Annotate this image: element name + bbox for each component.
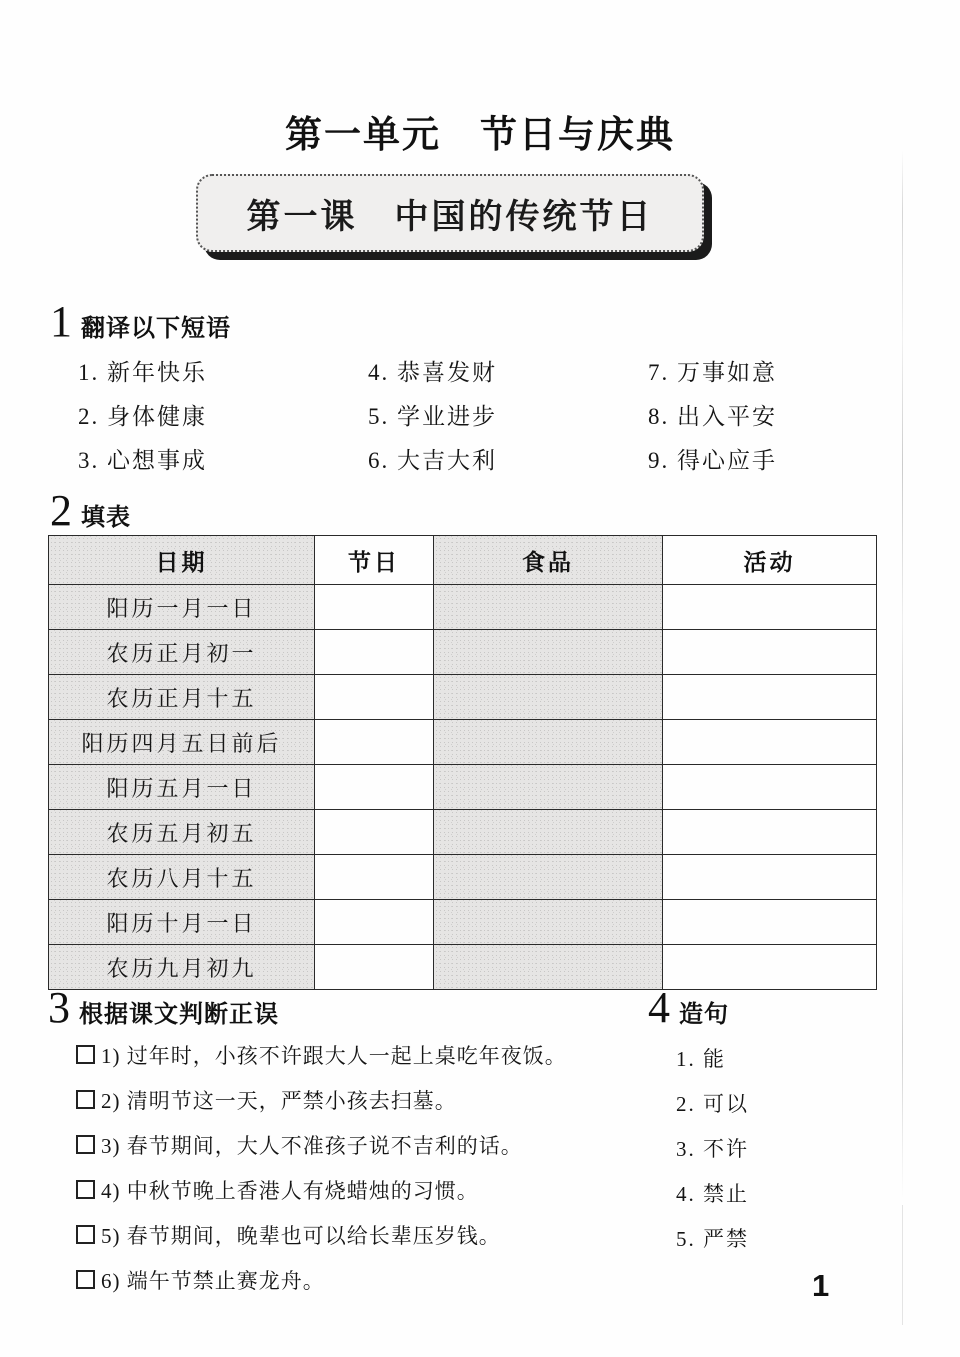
phrase-item: 8. 出入平安	[648, 403, 777, 429]
table-row	[49, 810, 877, 855]
table-cell-festival[interactable]	[315, 765, 434, 810]
section-4-label: 造句	[679, 1001, 729, 1028]
section-3-heading	[48, 983, 279, 1032]
statement-text: 2) 清明节这一天，严禁小孩去扫墓。	[101, 1089, 457, 1113]
table-cell-festival[interactable]	[315, 945, 434, 990]
section-1-label: 翻译以下短语	[81, 315, 231, 342]
lesson-title-box	[196, 174, 704, 252]
table-cell-festival[interactable]	[315, 810, 434, 855]
table-cell-food[interactable]	[434, 720, 663, 765]
table-cell-food[interactable]	[434, 630, 663, 675]
table-cell-activity[interactable]	[663, 585, 877, 630]
statement-text: 1) 过年时，小孩不许跟大人一起上桌吃年夜饭。	[101, 1044, 567, 1068]
table-cell-date: 农历五月初五	[49, 810, 315, 855]
table-cell-date: 农历八月十五	[49, 855, 315, 900]
table-row	[49, 585, 877, 630]
table-cell-activity[interactable]	[663, 675, 877, 720]
section-2-label: 填表	[81, 504, 131, 531]
table-cell-activity[interactable]	[663, 855, 877, 900]
table-header-activity: 活动	[663, 536, 877, 585]
page-number: 1	[812, 1268, 830, 1303]
phrase-item: 1. 新年快乐	[78, 359, 207, 385]
list-item: 2. 可以	[676, 1092, 749, 1116]
scan-artifact-line-lower	[902, 1205, 903, 1325]
statement-text: 3) 春节期间，大人不准孩子说不吉利的话。	[101, 1134, 523, 1158]
section-1-number: 1	[50, 297, 72, 346]
table-cell-date: 阳历十月一日	[49, 900, 315, 945]
phrase-item: 9. 得心应手	[648, 447, 777, 473]
table-header-row	[49, 536, 877, 585]
table-cell-activity[interactable]	[663, 720, 877, 765]
phrase-item: 4. 恭喜发财	[368, 359, 497, 385]
phrase-item: 6. 大吉大利	[368, 447, 497, 473]
section-1-heading	[50, 297, 231, 346]
table-cell-food[interactable]	[434, 765, 663, 810]
table-row	[49, 675, 877, 720]
section-3-number: 3	[48, 983, 70, 1032]
table-row	[49, 720, 877, 765]
table-cell-food[interactable]	[434, 675, 663, 720]
table-cell-date: 阳历五月一日	[49, 765, 315, 810]
checkbox-icon[interactable]	[76, 1135, 95, 1154]
table-row	[49, 765, 877, 810]
checkbox-icon[interactable]	[76, 1270, 95, 1289]
statement-text: 4) 中秋节晚上香港人有烧蜡烛的习惯。	[101, 1179, 479, 1203]
list-item: 4. 禁止	[676, 1182, 749, 1206]
checkbox-icon[interactable]	[76, 1045, 95, 1064]
table-cell-date: 阳历四月五日前后	[49, 720, 315, 765]
section-2-number: 2	[50, 486, 72, 535]
list-item	[76, 1265, 636, 1310]
scan-artifact-line	[902, 150, 903, 1200]
table-row	[49, 945, 877, 990]
phrase-grid	[78, 348, 868, 480]
sentence-making-word-list	[676, 1043, 876, 1268]
table-cell-food[interactable]	[434, 945, 663, 990]
table-cell-activity[interactable]	[663, 765, 877, 810]
table-cell-festival[interactable]	[315, 585, 434, 630]
table-row	[49, 630, 877, 675]
table-cell-date: 农历正月初一	[49, 630, 315, 675]
table-cell-activity[interactable]	[663, 900, 877, 945]
checkbox-icon[interactable]	[76, 1090, 95, 1109]
checkbox-icon[interactable]	[76, 1225, 95, 1244]
table-cell-date: 农历九月初九	[49, 945, 315, 990]
list-item: 5. 严禁	[676, 1227, 749, 1251]
table-cell-activity[interactable]	[663, 810, 877, 855]
statement-text: 6) 端午节禁止赛龙舟。	[101, 1269, 325, 1293]
table-header-date: 日期	[49, 536, 315, 585]
lesson-title: 第一课 中国的传统节日	[246, 198, 654, 236]
list-item	[76, 1220, 636, 1265]
phrase-item: 5. 学业进步	[368, 403, 497, 429]
list-item: 3. 不许	[676, 1137, 749, 1161]
table-cell-food[interactable]	[434, 900, 663, 945]
checkbox-icon[interactable]	[76, 1180, 95, 1199]
list-item	[76, 1130, 636, 1175]
list-item	[76, 1085, 636, 1130]
table-cell-food[interactable]	[434, 855, 663, 900]
section-4-number: 4	[648, 983, 670, 1032]
list-item	[76, 1040, 636, 1085]
table-cell-festival[interactable]	[315, 675, 434, 720]
table-header-food: 食品	[434, 536, 663, 585]
table-cell-activity[interactable]	[663, 945, 877, 990]
list-item	[76, 1175, 636, 1220]
table-cell-food[interactable]	[434, 585, 663, 630]
table-cell-date: 农历正月十五	[49, 675, 315, 720]
section-2-heading	[50, 486, 131, 535]
list-item: 1. 能	[676, 1047, 726, 1071]
phrase-item: 3. 心想事成	[78, 447, 207, 473]
table-cell-festival[interactable]	[315, 855, 434, 900]
table-row	[49, 855, 877, 900]
festival-table	[48, 535, 877, 990]
lesson-box-frame	[196, 174, 704, 252]
table-row	[49, 900, 877, 945]
phrase-item: 2. 身体健康	[78, 403, 207, 429]
unit-title: 第一单元 节日与庆典	[285, 114, 675, 155]
table-cell-festival[interactable]	[315, 900, 434, 945]
true-false-list	[76, 1040, 636, 1310]
section-4-heading	[648, 983, 729, 1032]
table-cell-activity[interactable]	[663, 630, 877, 675]
table-cell-date: 阳历一月一日	[49, 585, 315, 630]
table-cell-festival[interactable]	[315, 720, 434, 765]
table-cell-food[interactable]	[434, 810, 663, 855]
phrase-item: 7. 万事如意	[648, 359, 777, 385]
statement-text: 5) 春节期间，晚辈也可以给长辈压岁钱。	[101, 1224, 501, 1248]
table-header-festival: 节日	[315, 536, 434, 585]
section-3-label: 根据课文判断正误	[79, 1001, 279, 1028]
table-cell-festival[interactable]	[315, 630, 434, 675]
